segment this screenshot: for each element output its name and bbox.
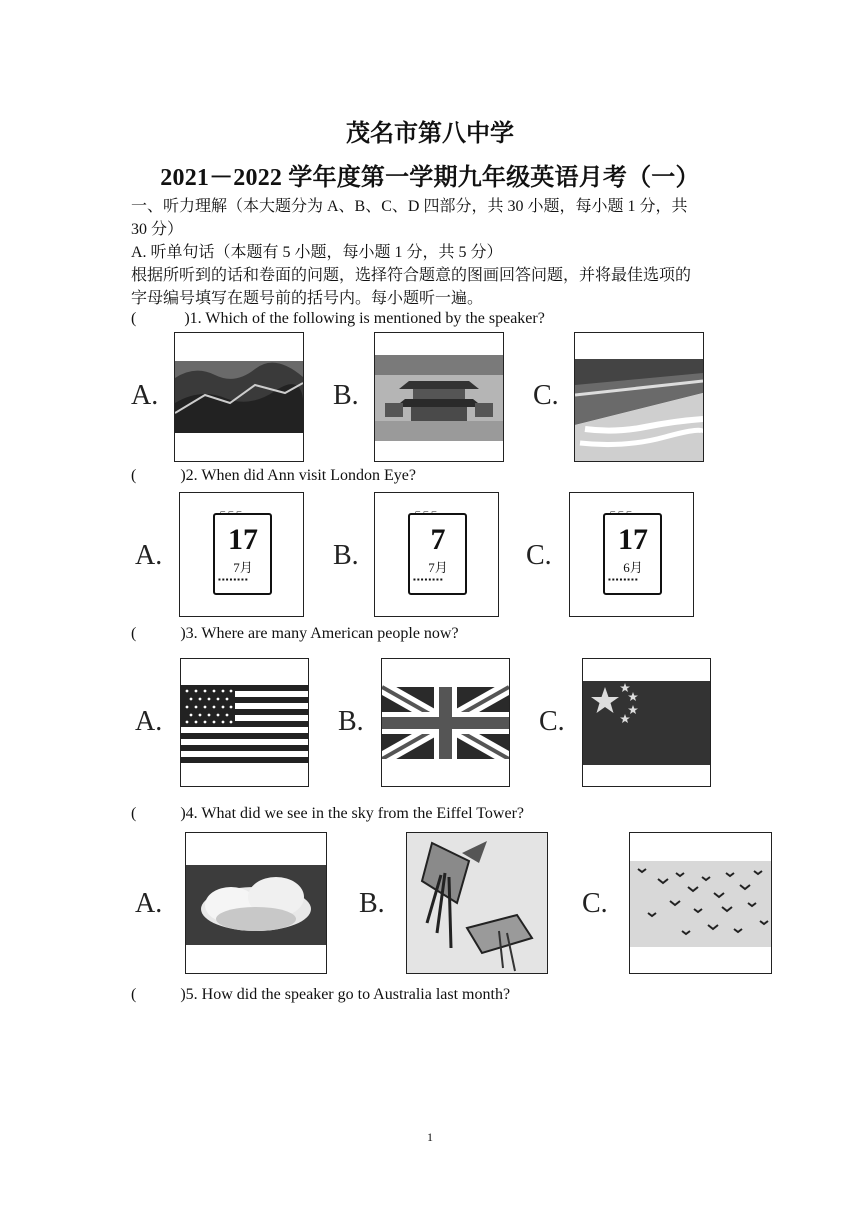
option-c-label: C. (539, 706, 565, 737)
instruction-line-2: 字母编号填写在题号前的括号内。每小题听一遍。 (131, 290, 484, 307)
page-number: 1 (427, 1130, 433, 1144)
option-a-label: A. (135, 540, 163, 571)
section-heading-cont: 30 分） (131, 221, 184, 238)
birds-photo (629, 832, 772, 974)
calendar-day: 17 (228, 523, 258, 556)
calendar-month: 6月 (623, 560, 643, 575)
question-4: ( )4. What did we see in the sky from the Eiffel Tower? (131, 805, 524, 822)
palace-photo (374, 332, 504, 462)
question-3: ( )3. Where are many American people now? (131, 625, 459, 642)
option-c-label: C. (582, 888, 608, 919)
great-wall-photo (174, 332, 304, 462)
cloud-photo (185, 832, 327, 974)
school-title: 茂名市第八中学 (346, 121, 514, 147)
part-a-title: A. 听单句话（本题有 5 小题，每小题 1 分，共 5 分） (131, 244, 503, 261)
usa-flag (180, 658, 309, 787)
calendar-b: ⌐ ⌐ ⌐ 7 7月 ▪▪▪▪▪▪▪▪ (374, 492, 499, 617)
option-b-label: B. (359, 888, 385, 919)
dam-photo (574, 332, 704, 462)
calendar-c: ⌐ ⌐ ⌐ 17 6月 ▪▪▪▪▪▪▪▪ (569, 492, 694, 617)
uk-flag (381, 658, 510, 787)
instruction-line-1: 根据所听到的话和卷面的问题，选择符合题意的图画回答问题，并将最佳选项的 (131, 267, 692, 284)
option-c-label: C. (533, 380, 559, 411)
calendar-month: 7月 (428, 560, 448, 575)
calendar-day: 7 (430, 523, 446, 556)
question-2: ( )2. When did Ann visit London Eye? (131, 467, 416, 484)
option-a-label: A. (135, 706, 163, 737)
section-heading: 一、听力理解（本大题分为 A、B、C、D 四部分，共 30 小题，每小题 1 分，共 (131, 198, 688, 215)
option-b-label: B. (333, 380, 359, 411)
question-1: ( )1. Which of the following is mentioned by the speaker? (131, 310, 545, 327)
calendar-day: 17 (618, 523, 648, 556)
option-c-label: C. (526, 540, 552, 571)
calendar-a: ⌐ ⌐ ⌐ 17 7月 ▪▪▪▪▪▪▪▪ (179, 492, 304, 617)
china-flag (582, 658, 711, 787)
option-b-label: B. (338, 706, 364, 737)
option-b-label: B. (333, 540, 359, 571)
exam-title: 2021－2022 学年度第一学期九年级英语月考（一） (160, 165, 700, 191)
calendar-month: 7月 (233, 560, 253, 575)
kites-photo (406, 832, 548, 974)
option-a-label: A. (135, 888, 163, 919)
option-a-label: A. (131, 380, 159, 411)
question-5: ( )5. How did the speaker go to Australia last month? (131, 986, 511, 1003)
